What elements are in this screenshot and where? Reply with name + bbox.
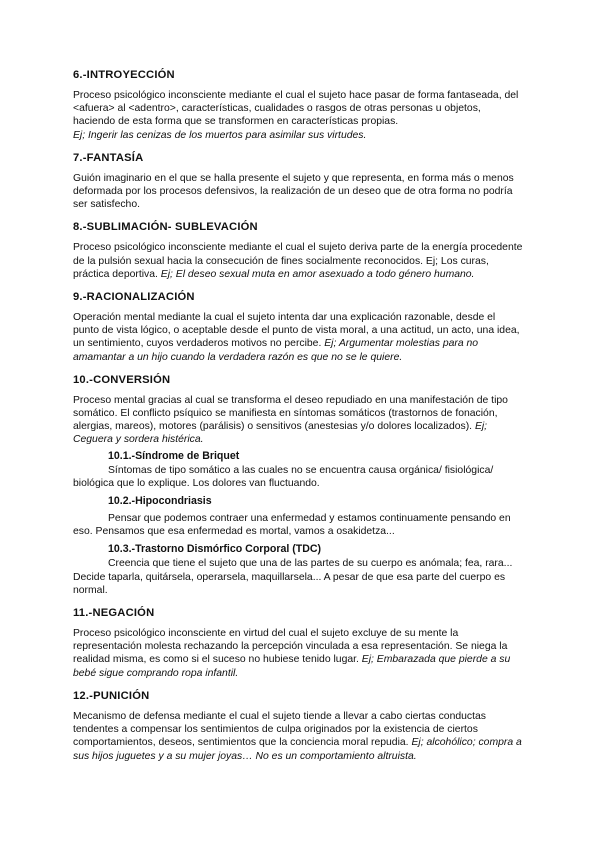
subsection-body: Pensar que podemos contraer una enfermedad y estamos continuamente pensando en eso. Pensamos que esa enfermedad es mortal, vamos a osakidetza... <box>73 513 511 538</box>
section-heading: 12.-PUNICIÓN <box>73 689 150 702</box>
example-text: Ej; Ingerir las cenizas de los muertos para asimilar sus virtudes. <box>73 129 367 141</box>
subsection-heading: 10.2.-Hipocondriasis <box>108 495 212 508</box>
section-heading: 10.-CONVERSIÓN <box>73 373 171 386</box>
subsection-heading: 10.1.-Síndrome de Briquet <box>108 449 240 462</box>
subsection-body: Creencia que tiene el sujeto que una de las partes de su cuerpo es anómala; fea, rara... Decide taparla, quitársela, operarsela, maquillarsela... A pesar de que esa parte del cuerpo es normal. <box>73 558 513 596</box>
section-negacion <box>73 606 523 680</box>
subsection-briquet <box>73 449 523 490</box>
section-body <box>73 89 523 142</box>
subsection-body: Síntomas de tipo somático a las cuales no se encuentra causa orgánica/ fisiológica/ biológica que lo explique. Los dolores van fluctuando. <box>73 464 494 489</box>
section-heading: 9.-RACIONALIZACIÓN <box>73 291 195 304</box>
subsection-heading: 10.3.-Trastorno Dismórfico Corporal (TDC) <box>108 543 322 556</box>
section-conversion <box>73 373 523 597</box>
section-body <box>73 311 523 364</box>
section-sublimacion <box>73 220 523 281</box>
subsection-hipocondriasis <box>73 494 523 538</box>
section-heading: 6.-INTROYECCIÓN <box>73 69 175 81</box>
section-body <box>73 241 523 281</box>
section-punicion <box>73 689 523 763</box>
section-heading: 11.-NEGACIÓN <box>73 607 155 620</box>
body-text: Mecanismo de defensa mediante el cual el sujeto tiende a llevar a cabo ciertas conductas tendentes a compensar los sentimientos de culpa originados por la existencia de ciertos comportamientos, deseos, sentimientos que la conciencia moral repudia. <box>73 710 486 749</box>
example-text: Ej; Ceguera y sordera histérica. <box>73 421 488 446</box>
example-text: Ej; Embarazada que pierde a su bebé sigue comprando ropa infantil. <box>73 654 511 679</box>
body-text: Guión imaginario en el que se halla presente el sujeto y que representa, en forma más o menos deformada por los procesos defensivos, la realización de un deseo que de otra forma no podría ser satisfecho. <box>73 172 514 211</box>
body-text: Proceso psicológico inconsciente mediante el cual el sujeto hace pasar de forma fantaseada, del <afuera> al <adentro>, características, cualidades o rasgos de otras personas u objetos, haciendo de esta forma que se transformen en características propias. <box>73 90 519 128</box>
section-racionalizacion <box>73 290 523 364</box>
section-body <box>73 710 523 763</box>
example-text: Ej; alcohólico; compra a sus hijos juguetes y a su mujer joyas… No es un comportamiento altruista. <box>73 737 522 762</box>
example-text: Ej; Argumentar molestias para no amamantar a un hijo cuando la verdadera razón es que no se le quiere. <box>73 338 479 363</box>
document-page <box>73 68 523 772</box>
section-heading: 8.-SUBLIMACIÓN- SUBLEVACIÓN <box>73 221 258 234</box>
section-body <box>73 394 523 447</box>
subsection-tdc <box>73 542 523 597</box>
section-body <box>73 172 523 212</box>
section-heading: 7.-FANTASÍA <box>73 151 144 164</box>
section-fantasia <box>73 151 523 212</box>
example-text: Ej; El deseo sexual muta en amor asexuado a todo género humano. <box>160 268 475 280</box>
body-text: Proceso mental gracias al cual se transforma el deseo repudiado en una manifestación de tipo somático. El conflicto psíquico se manifiesta en síntomas somáticos (trastornos de fonación, alergias, mareos), motores (parálisis) o sensitivos (anestesias y/o dolores localizados). <box>73 394 508 433</box>
body-text: Proceso psicológico inconsciente mediante el cual el sujeto deriva parte de la energía procedente de la pulsión sexual hacia la consecución de fines socialmente reconocidos. Ej; Los curas, práctica deportiva. <box>73 242 523 280</box>
body-text: Proceso psicológico inconsciente en virtud del cual el sujeto excluye de su mente la representación molesta rechazando la percepción vinculada a esa representación. Se niega la realidad misma, es como si el suceso no hubiese tenido lugar. <box>73 628 508 666</box>
section-body <box>73 627 523 680</box>
body-text: Operación mental mediante la cual el sujeto intenta dar una explicación razonable, desde el punto de vista lógico, o aceptable desde el punto de vista moral, a una actitud, un acto, una idea, un sentimiento, cuyos verdaderos motivos no percibe. <box>73 312 520 350</box>
section-introyeccion <box>73 68 523 142</box>
